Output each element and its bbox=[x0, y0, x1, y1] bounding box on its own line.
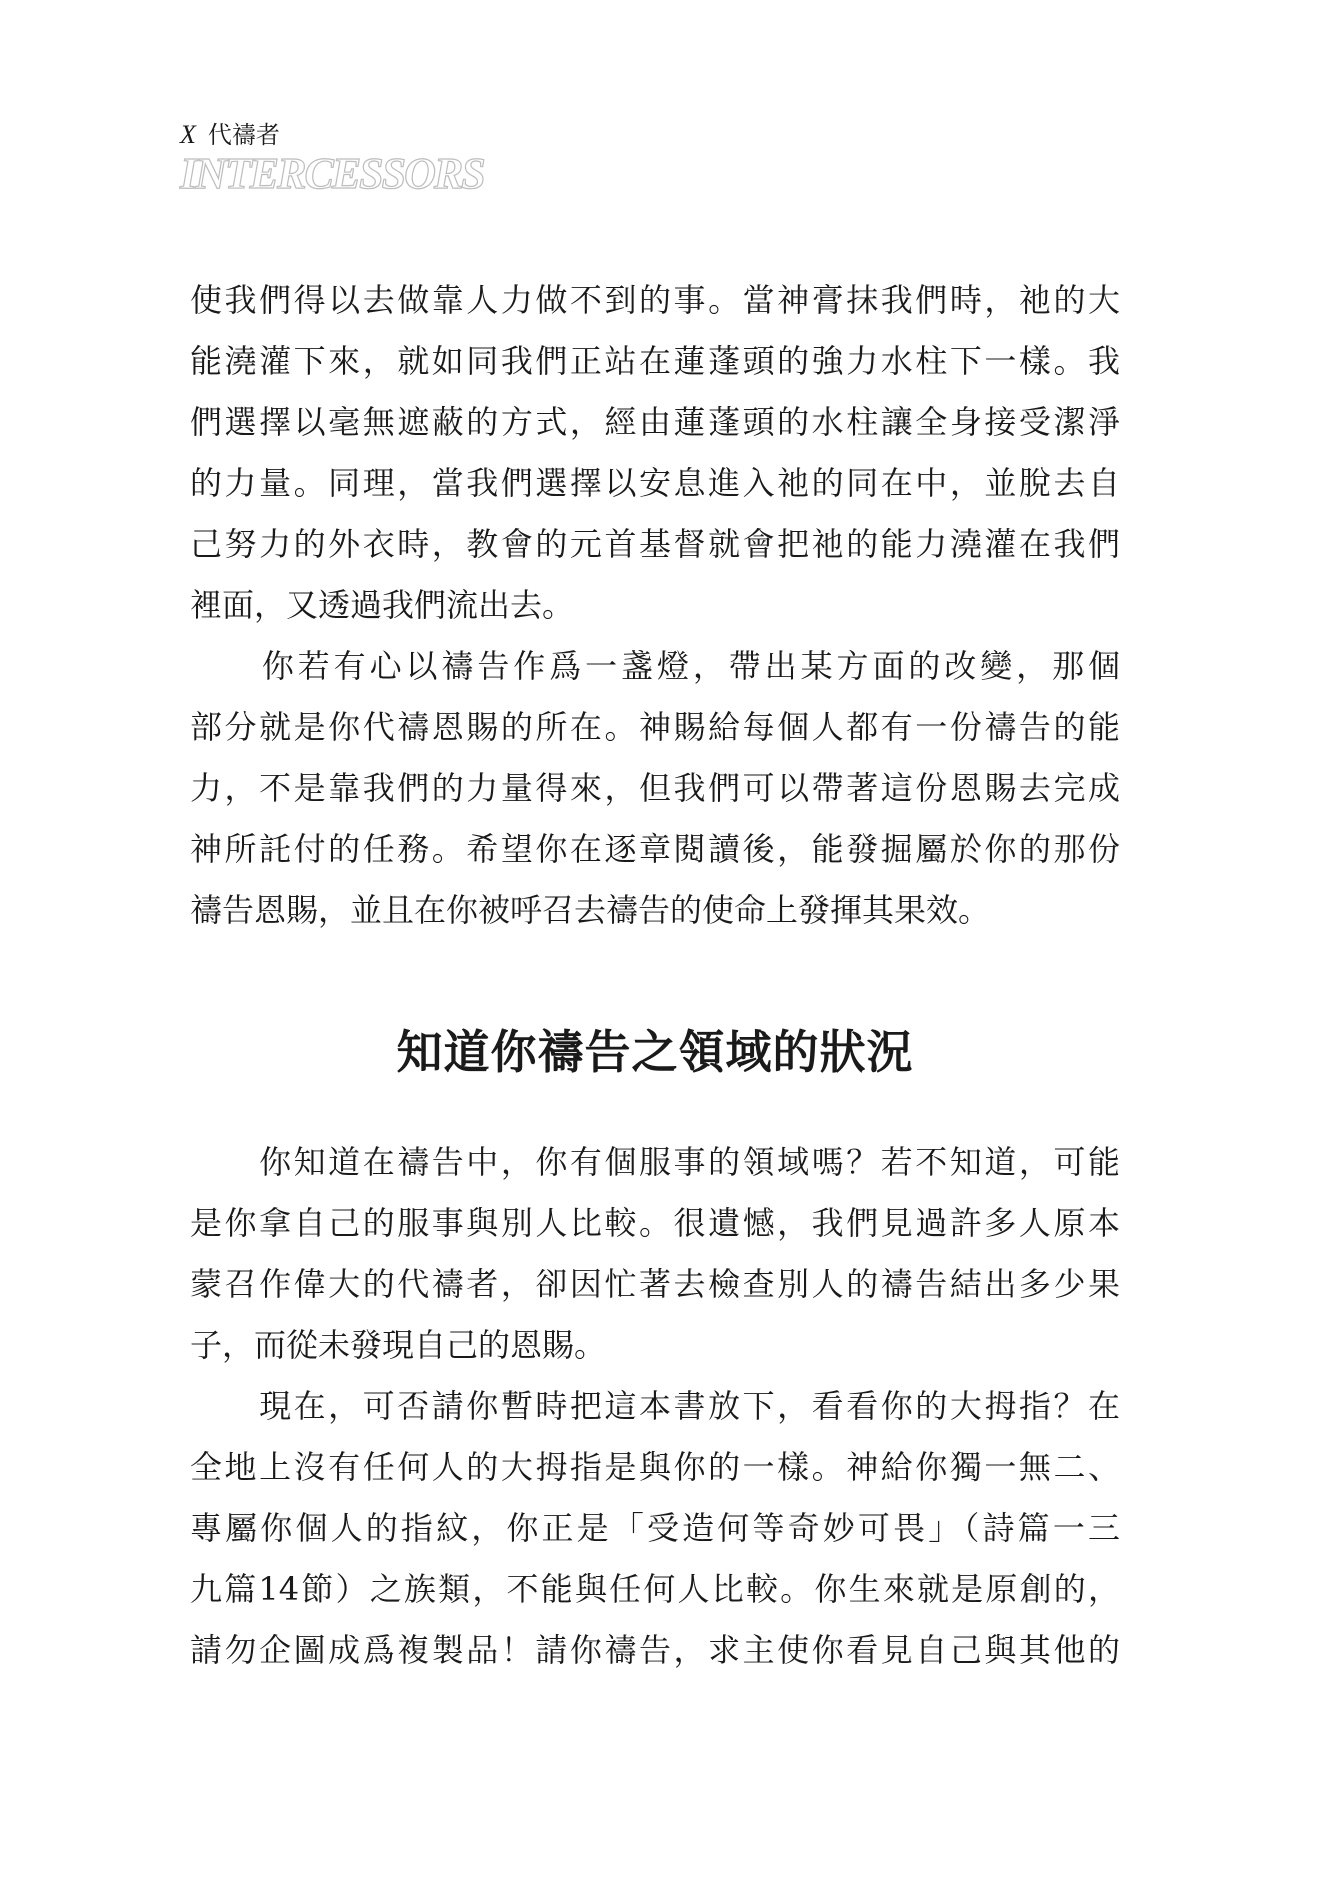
text-line: 神所託付的任務。希望你在逐章閱讀後，能發掘屬於你的那份 bbox=[190, 830, 1120, 868]
text-line: 你知道在禱告中，你有個服事的領域嗎？若不知道，可能 bbox=[190, 1143, 1120, 1181]
text-line: 能澆灌下來，就如同我們正站在蓮蓬頭的強力水柱下一樣。我 bbox=[190, 342, 1120, 380]
text-line: 使我們得以去做靠人力做不到的事。當神膏抹我們時，祂的大 bbox=[190, 281, 1120, 319]
section-heading: 知道你禱告之領域的狀況 bbox=[396, 1025, 914, 1079]
text-line: 力，不是靠我們的力量得來，但我們可以帶著這份恩賜去完成 bbox=[190, 769, 1120, 807]
running-header bbox=[180, 120, 484, 196]
text-line: 部分就是你代禱恩賜的所在。神賜給每個人都有一份禱告的能 bbox=[190, 708, 1120, 746]
paragraph-group-bottom bbox=[190, 1132, 1120, 1681]
text-line: 現在，可否請你暫時把這本書放下，看看你的大拇指？在 bbox=[190, 1387, 1120, 1425]
text-line: 請勿企圖成爲複製品！請你禱告，求主使你看見自己與其他的 bbox=[190, 1631, 1120, 1669]
text-line: 子，而從未發現自己的恩賜。 bbox=[190, 1326, 607, 1364]
header-watermark: INTERCESSORS bbox=[180, 149, 484, 198]
page-number: X bbox=[180, 120, 196, 149]
text-line: 專屬你個人的指紋，你正是「受造何等奇妙可畏」（詩篇一三 bbox=[190, 1509, 1120, 1547]
text-line: 蒙召作偉大的代禱者，卻因忙著去檢查別人的禱告結出多少果 bbox=[190, 1265, 1120, 1303]
paragraph bbox=[190, 1132, 1120, 1376]
text-line: 九篇14節）之族類，不能與任何人比較。你生來就是原創的， bbox=[190, 1570, 1120, 1608]
text-line: 己努力的外衣時，教會的元首基督就會把祂的能力澆灌在我們 bbox=[190, 525, 1120, 563]
text-line: 禱告恩賜，並且在你被呼召去禱告的使命上發揮其果效。 bbox=[190, 891, 991, 929]
text-line: 是你拿自己的服事與別人比較。很遺憾，我們見過許多人原本 bbox=[190, 1204, 1120, 1242]
book-title: 代禱者 bbox=[207, 121, 280, 149]
text-line: 裡面，又透過我們流出去。 bbox=[190, 586, 575, 624]
paragraph bbox=[190, 1376, 1120, 1681]
paragraph bbox=[190, 636, 1120, 941]
header-line bbox=[180, 120, 484, 150]
text-line: 你若有心以禱告作爲一盞燈，帶出某方面的改變，那個 bbox=[190, 647, 1120, 685]
text-line: 的力量。同理，當我們選擇以安息進入祂的同在中，並脫去自 bbox=[190, 464, 1120, 502]
paragraph-group-top bbox=[190, 270, 1120, 941]
paragraph bbox=[190, 270, 1120, 636]
text-line: 全地上沒有任何人的大拇指是與你的一樣。神給你獨一無二、 bbox=[190, 1448, 1120, 1486]
text-line: 們選擇以毫無遮蔽的方式，經由蓮蓬頭的水柱讓全身接受潔淨 bbox=[190, 403, 1120, 441]
